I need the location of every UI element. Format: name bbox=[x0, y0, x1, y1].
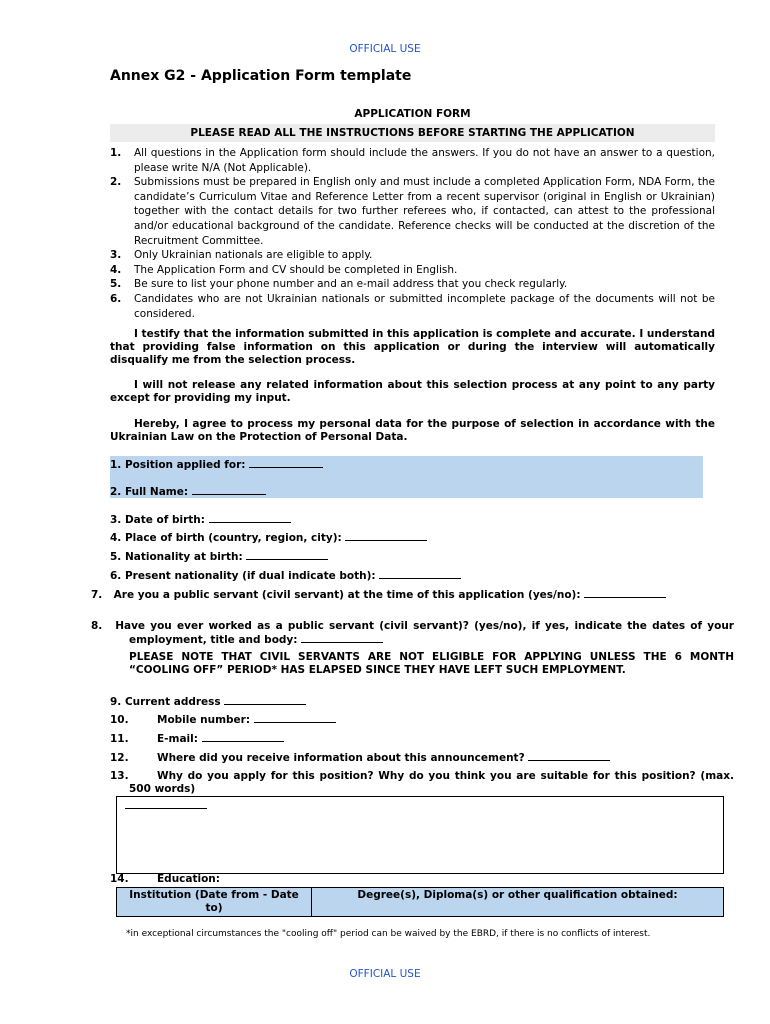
form-title: APPLICATION FORM bbox=[354, 108, 471, 120]
instruction-item bbox=[110, 263, 715, 278]
field-label: Education: bbox=[157, 873, 220, 885]
field-email bbox=[110, 732, 715, 746]
instruction-text: Be sure to list your phone number and an e-mail address that you check regularly. bbox=[134, 278, 568, 291]
field-number: 5. bbox=[110, 551, 122, 563]
field-current-address bbox=[110, 695, 715, 709]
field-number: 6. bbox=[110, 570, 122, 582]
answer-blank[interactable] bbox=[249, 458, 323, 468]
field-number: 12. bbox=[110, 752, 129, 764]
field-label: Full Name: bbox=[124, 486, 189, 498]
instruction-text: Submissions must be prepared in English only and must include a completed Application Form, NDA Form, the candidate’s Curriculum Vitae and Reference Letter from a recent supervisor (original in English or Ukrainian) together with the contact details for two further referees who, if contacted, can attest to the professional and/or educational background of the candidate. Reference checks will be conducted at the discretion of the Recruitment Committee. bbox=[134, 176, 715, 247]
cooling-off-notice: PLEASE NOTE THAT CIVIL SERVANTS ARE NOT ELIGIBLE FOR APPLYING UNLESS THE 6 MONTH “COOLING OFF” PERIOD* HAS ELAPSED SINCE THEY HAVE LEFT SUCH EMPLOYMENT. bbox=[129, 651, 734, 676]
instruction-item bbox=[110, 248, 715, 263]
instruction-number: 2. bbox=[110, 176, 122, 189]
field-present-nationality bbox=[110, 569, 715, 583]
declaration-confidentiality: I will not release any related information about this selection process at any point to any party except for providing my input. bbox=[110, 379, 715, 404]
field-label: Are you a public servant (civil servant) at the time of this application (yes/no): bbox=[113, 589, 581, 601]
field-label: Have you ever worked as a public servant (civil servant)? (yes/no), if yes, indicate the dates of your employment, title and body: bbox=[115, 620, 734, 646]
answer-blank[interactable] bbox=[379, 569, 461, 579]
official-use-header: OFFICIAL USE bbox=[349, 43, 421, 55]
field-position-applied bbox=[110, 458, 715, 472]
instruction-number: 4. bbox=[110, 263, 122, 276]
field-nationality-at-birth bbox=[110, 550, 715, 564]
answer-blank[interactable] bbox=[192, 485, 266, 495]
field-number: 11. bbox=[110, 733, 129, 745]
field-label: Date of birth: bbox=[124, 514, 205, 526]
instruction-number: 6. bbox=[110, 292, 122, 305]
field-full-name bbox=[110, 485, 715, 499]
instruction-item bbox=[110, 146, 715, 175]
field-label: Mobile number: bbox=[157, 714, 251, 726]
field-mobile-number bbox=[110, 713, 715, 727]
field-place-of-birth bbox=[110, 531, 715, 545]
field-number: 10. bbox=[110, 714, 129, 726]
answer-blank[interactable] bbox=[224, 695, 306, 705]
field-number: 3. bbox=[110, 514, 122, 526]
answer-blank[interactable] bbox=[254, 713, 336, 723]
education-header-institution: Institution (Date from - Date to) bbox=[117, 888, 312, 917]
field-label: E-mail: bbox=[157, 733, 198, 745]
instruction-number: 1. bbox=[110, 147, 122, 159]
official-use-footer: OFFICIAL USE bbox=[349, 968, 421, 980]
instruction-item bbox=[110, 175, 715, 248]
instruction-item bbox=[110, 292, 715, 321]
instruction-text: Only Ukrainian nationals are eligible to apply. bbox=[134, 249, 373, 262]
education-table-header-row bbox=[117, 888, 724, 917]
instruction-text: The Application Form and CV should be completed in English. bbox=[134, 263, 458, 276]
field-motivation bbox=[110, 770, 734, 796]
motivation-answer-box[interactable] bbox=[116, 796, 724, 874]
field-number: 4. bbox=[110, 532, 122, 544]
field-public-servant-status: 7. Are you a public servant (civil servant) at the time of this application (yes/no): bbox=[110, 588, 734, 602]
field-label: Nationality at birth: bbox=[124, 551, 243, 563]
field-number: 2. bbox=[110, 486, 122, 498]
education-table bbox=[116, 887, 724, 917]
instructions-list bbox=[110, 146, 715, 321]
answer-blank bbox=[125, 799, 207, 809]
cooling-off-footnote: *in exceptional circumstances the "cooling off" period can be waived by the EBRD, if there is no conflicts of interest. bbox=[126, 929, 651, 939]
field-label: Why do you apply for this position? Why do you think you are suitable for this position? (max. 500 words) bbox=[129, 770, 734, 795]
answer-blank[interactable] bbox=[301, 633, 383, 643]
instruction-number: 3. bbox=[110, 249, 122, 262]
instruction-number: 5. bbox=[110, 278, 122, 291]
field-public-servant-history: 8. Have you ever worked as a public servant (civil servant)? (yes/no), if yes, indicate the dates of your employment, title and body: bbox=[91, 620, 734, 646]
field-label: Position applied for: bbox=[124, 459, 246, 471]
field-label: Present nationality (if dual indicate both): bbox=[124, 570, 376, 582]
field-label: Place of birth (country, region, city): bbox=[124, 532, 342, 544]
field-number: 14. bbox=[110, 873, 129, 885]
field-label: Current address bbox=[124, 696, 221, 708]
field-number: 1. bbox=[110, 459, 122, 471]
education-header-degree: Degree(s), Diploma(s) or other qualification obtained: bbox=[312, 888, 724, 917]
answer-blank[interactable] bbox=[528, 751, 610, 761]
answer-blank[interactable] bbox=[246, 550, 328, 560]
instruction-text: Candidates who are not Ukrainian nationals or submitted incomplete package of the documents will not be considered. bbox=[134, 292, 715, 320]
declaration-data-consent: Hereby, I agree to process my personal data for the purpose of selection in accordance with the Ukrainian Law on the Protection of Personal Data. bbox=[110, 418, 715, 443]
instructions-heading: PLEASE READ ALL THE INSTRUCTIONS BEFORE STARTING THE APPLICATION bbox=[110, 124, 715, 142]
field-announcement-source bbox=[110, 751, 715, 765]
answer-blank[interactable] bbox=[345, 531, 427, 541]
field-education bbox=[110, 873, 715, 886]
answer-blank[interactable] bbox=[584, 588, 666, 598]
answer-blank[interactable] bbox=[209, 513, 291, 523]
answer-blank[interactable] bbox=[202, 732, 284, 742]
field-label: Where did you receive information about this announcement? bbox=[157, 752, 525, 764]
field-number: 9. bbox=[110, 696, 122, 708]
declaration-accuracy: I testify that the information submitted in this application is complete and accurate. I understand that providing false information on this application or during the interview will automatically disqualify me from the selection process. bbox=[110, 328, 715, 366]
field-date-of-birth bbox=[110, 513, 715, 527]
field-number: 13. bbox=[110, 770, 129, 782]
instruction-item bbox=[110, 277, 715, 292]
annex-title: Annex G2 - Application Form template bbox=[110, 68, 412, 84]
instruction-text: All questions in the Application form should include the answers. If you do not have an answer to a question, please write N/A (Not Applicable). bbox=[134, 147, 715, 174]
